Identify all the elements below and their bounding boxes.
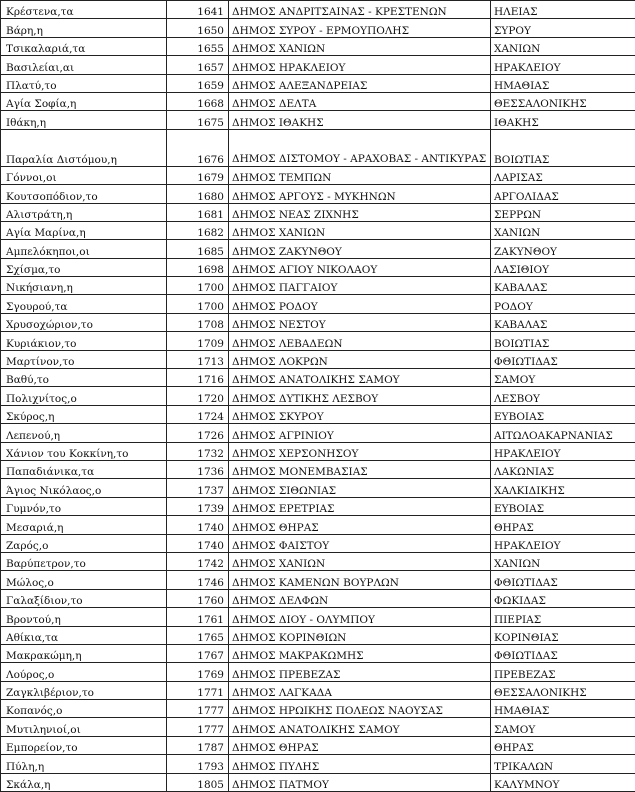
settlement-code-cell: 1709 xyxy=(167,332,229,350)
settlement-code-cell: 1641 xyxy=(167,1,229,19)
table-row xyxy=(1,37,635,55)
settlement-code-cell: 1685 xyxy=(167,240,229,258)
settlement-name-cell: Εμπορείον,το xyxy=(1,736,167,754)
settlement-code-cell: 1716 xyxy=(167,369,229,387)
municipality-cell: ΔΗΜΟΣ ΚΑΜΕΝΩΝ ΒΟΥΡΛΩΝ xyxy=(229,571,491,589)
table-row xyxy=(1,240,635,258)
municipality-cell: ΔΗΜΟΣ ΑΓΡΙΝΙΟΥ xyxy=(229,424,491,442)
settlement-name-cell: Νικήσιανη,η xyxy=(1,277,167,295)
settlement-code-cell: 1681 xyxy=(167,203,229,221)
prefecture-cell: ΑΙΤΩΛΟΑΚΑΡΝΑΝΙΑΣ xyxy=(491,424,635,442)
settlement-name-cell: Μώλος,ο xyxy=(1,571,167,589)
settlement-code-cell: 1659 xyxy=(167,74,229,92)
table-row xyxy=(1,479,635,497)
settlement-code-cell: 1720 xyxy=(167,387,229,405)
prefecture-cell: ΒΟΙΩΤΙΑΣ xyxy=(491,332,635,350)
table-row xyxy=(1,516,635,534)
prefecture-cell: ΖΑΚΥΝΘΟΥ xyxy=(491,240,635,258)
settlement-name-cell: Κοπανός,ο xyxy=(1,700,167,718)
municipality-cell: ΔΗΜΟΣ ΠΡΕΒΕΖΑΣ xyxy=(229,663,491,681)
settlement-name-cell: Σχίσμα,το xyxy=(1,258,167,276)
settlement-code-cell: 1740 xyxy=(167,534,229,552)
settlement-name-cell: Μεσαριά,η xyxy=(1,516,167,534)
table-row xyxy=(1,350,635,368)
prefecture-cell: ΛΑΡΙΣΑΣ xyxy=(491,166,635,184)
prefecture-cell: ΘΗΡΑΣ xyxy=(491,516,635,534)
table-row xyxy=(1,185,635,203)
settlement-code-cell: 1726 xyxy=(167,424,229,442)
prefecture-cell: ΘΕΣΣΑΛΟΝΙΚΗΣ xyxy=(491,681,635,699)
prefecture-cell: ΑΡΓΟΛΙΔΑΣ xyxy=(491,185,635,203)
settlement-code-cell: 1713 xyxy=(167,350,229,368)
municipality-cell: ΔΗΜΟΣ ΠΥΛΗΣ xyxy=(229,755,491,773)
table-row xyxy=(1,74,635,92)
settlement-name-cell: Τσικαλαριά,τα xyxy=(1,37,167,55)
prefecture-cell: ΒΟΙΩΤΙΑΣ xyxy=(491,129,635,166)
prefecture-cell: ΠΙΕΡΙΑΣ xyxy=(491,608,635,626)
settlement-name-cell: Χάνιον του Κοκκίνη,το xyxy=(1,442,167,460)
settlement-name-cell: Αμπελόκηποι,οι xyxy=(1,240,167,258)
table-row xyxy=(1,442,635,460)
table-row xyxy=(1,589,635,607)
municipality-cell: ΔΗΜΟΣ ΤΕΜΠΩΝ xyxy=(229,166,491,184)
prefecture-cell: ΚΑΒΑΛΑΣ xyxy=(491,313,635,331)
table-row xyxy=(1,221,635,239)
settlement-name-cell: Λούρος,ο xyxy=(1,663,167,681)
table-body xyxy=(1,1,635,792)
settlement-code-cell: 1740 xyxy=(167,516,229,534)
table-row xyxy=(1,424,635,442)
prefecture-cell: ΗΜΑΘΙΑΣ xyxy=(491,700,635,718)
settlement-code-cell: 1700 xyxy=(167,295,229,313)
table-row xyxy=(1,626,635,644)
prefecture-cell: ΛΑΣΙΘΙΟΥ xyxy=(491,258,635,276)
table-row xyxy=(1,644,635,662)
settlement-name-cell: Σγουρού,τα xyxy=(1,295,167,313)
prefecture-cell: ΚΟΡΙΝΘΙΑΣ xyxy=(491,626,635,644)
settlement-name-cell: Χρυσοχώριον,το xyxy=(1,313,167,331)
municipality-cell: ΔΗΜΟΣ ΑΝΔΡΙΤΣΑΙΝΑΣ - ΚΡΕΣΤΕΝΩΝ xyxy=(229,1,491,19)
table-row xyxy=(1,552,635,570)
table-row xyxy=(1,755,635,773)
settlement-code-cell: 1708 xyxy=(167,313,229,331)
municipality-cell: ΔΗΜΟΣ ΘΗΡΑΣ xyxy=(229,736,491,754)
settlement-name-cell: Αγία Μαρίνα,η xyxy=(1,221,167,239)
municipality-cell: ΔΗΜΟΣ ΑΝΑΤΟΛΙΚΗΣ ΣΑΜΟΥ xyxy=(229,718,491,736)
table-row xyxy=(1,203,635,221)
municipality-cell: ΔΗΜΟΣ ΝΕΑΣ ΖΙΧΝΗΣ xyxy=(229,203,491,221)
prefecture-cell: ΙΘΑΚΗΣ xyxy=(491,111,635,129)
settlement-code-cell: 1793 xyxy=(167,755,229,773)
municipality-cell: ΔΗΜΟΣ ΙΘΑΚΗΣ xyxy=(229,111,491,129)
settlement-code-cell: 1675 xyxy=(167,111,229,129)
prefecture-cell: ΘΗΡΑΣ xyxy=(491,736,635,754)
municipality-cell: ΔΗΜΟΣ ΔΙΣΤΟΜΟΥ - ΑΡΑΧΟΒΑΣ - ΑΝΤΙΚΥΡΑΣ xyxy=(229,129,491,166)
municipality-cell: ΔΗΜΟΣ ΣΥΡΟΥ - ΕΡΜΟΥΠΟΛΗΣ xyxy=(229,19,491,37)
municipality-cell: ΔΗΜΟΣ ΣΚΥΡΟΥ xyxy=(229,405,491,423)
settlement-name-cell: Μυτιληνιοί,οι xyxy=(1,718,167,736)
table-row xyxy=(1,332,635,350)
settlement-name-cell: Παραλία Διστόμου,η xyxy=(1,129,167,166)
table-row xyxy=(1,111,635,129)
municipality-cell: ΔΗΜΟΣ ΠΑΓΓΑΙΟΥ xyxy=(229,277,491,295)
table-row xyxy=(1,92,635,110)
table-row xyxy=(1,497,635,515)
settlement-code-cell: 1680 xyxy=(167,185,229,203)
settlement-name-cell: Μαρτίνον,το xyxy=(1,350,167,368)
prefecture-cell: ΦΘΙΩΤΙΔΑΣ xyxy=(491,644,635,662)
table-row xyxy=(1,19,635,37)
municipality-cell: ΔΗΜΟΣ ΠΑΤΜΟΥ xyxy=(229,773,491,791)
prefecture-cell: ΘΕΣΣΑΛΟΝΙΚΗΣ xyxy=(491,92,635,110)
settlement-code-cell: 1787 xyxy=(167,736,229,754)
table-row xyxy=(1,663,635,681)
settlement-name-cell: Γυμνόν,το xyxy=(1,497,167,515)
prefecture-cell: ΧΑΝΙΩΝ xyxy=(491,37,635,55)
settlement-name-cell: Σκύρος,η xyxy=(1,405,167,423)
settlement-code-cell: 1742 xyxy=(167,552,229,570)
settlement-code-cell: 1760 xyxy=(167,589,229,607)
settlement-name-cell: Αθίκια,τα xyxy=(1,626,167,644)
table-row xyxy=(1,56,635,74)
prefecture-cell: ΧΑΛΚΙΔΙΚΗΣ xyxy=(491,479,635,497)
municipality-cell: ΔΗΜΟΣ ΑΡΓΟΥΣ - ΜΥΚΗΝΩΝ xyxy=(229,185,491,203)
settlement-code-cell: 1767 xyxy=(167,644,229,662)
table-row xyxy=(1,258,635,276)
settlement-name-cell: Παπαδιάνικα,τα xyxy=(1,460,167,478)
table-row xyxy=(1,387,635,405)
settlement-name-cell: Άγιος Νικόλαος,ο xyxy=(1,479,167,497)
table-row xyxy=(1,736,635,754)
prefecture-cell: ΗΡΑΚΛΕΙΟΥ xyxy=(491,534,635,552)
municipality-cell: ΔΗΜΟΣ ΧΑΝΙΩΝ xyxy=(229,221,491,239)
settlement-name-cell: Μακρακώμη,η xyxy=(1,644,167,662)
settlement-code-cell: 1771 xyxy=(167,681,229,699)
municipality-cell: ΔΗΜΟΣ ΔΕΛΦΩΝ xyxy=(229,589,491,607)
municipality-cell: ΔΗΜΟΣ ΛΕΒΑΔΕΩΝ xyxy=(229,332,491,350)
municipality-cell: ΔΗΜΟΣ ΜΟΝΕΜΒΑΣΙΑΣ xyxy=(229,460,491,478)
prefecture-cell: ΦΘΙΩΤΙΔΑΣ xyxy=(491,571,635,589)
settlement-code-cell: 1736 xyxy=(167,460,229,478)
settlement-code-cell: 1746 xyxy=(167,571,229,589)
settlement-name-cell: Ζαγκλιβέριον,το xyxy=(1,681,167,699)
prefecture-cell: ΣΕΡΡΩΝ xyxy=(491,203,635,221)
settlement-name-cell: Λεπενού,η xyxy=(1,424,167,442)
table-row xyxy=(1,277,635,295)
municipality-cell: ΔΗΜΟΣ ΔΕΛΤΑ xyxy=(229,92,491,110)
settlement-name-cell: Κρέστενα,τα xyxy=(1,1,167,19)
settlement-code-cell: 1657 xyxy=(167,56,229,74)
settlement-code-cell: 1732 xyxy=(167,442,229,460)
table-row xyxy=(1,460,635,478)
prefecture-cell: ΛΕΣΒΟΥ xyxy=(491,387,635,405)
prefecture-cell: ΦΘΙΩΤΙΔΑΣ xyxy=(491,350,635,368)
prefecture-cell: ΚΑΒΑΛΑΣ xyxy=(491,277,635,295)
municipality-cell: ΔΗΜΟΣ ΦΑΙΣΤΟΥ xyxy=(229,534,491,552)
table-row xyxy=(1,369,635,387)
settlement-code-cell: 1676 xyxy=(167,129,229,166)
municipality-cell: ΔΗΜΟΣ ΔΥΤΙΚΗΣ ΛΕΣΒΟΥ xyxy=(229,387,491,405)
municipality-cell: ΔΗΜΟΣ ΧΕΡΣΟΝΗΣΟΥ xyxy=(229,442,491,460)
table-row xyxy=(1,313,635,331)
municipality-cell: ΔΗΜΟΣ ΑΛΕΞΑΝΔΡΕΙΑΣ xyxy=(229,74,491,92)
settlement-name-cell: Κυριάκιον,το xyxy=(1,332,167,350)
settlement-code-cell: 1655 xyxy=(167,37,229,55)
municipality-cell: ΔΗΜΟΣ ΔΙΟΥ - ΟΛΥΜΠΟΥ xyxy=(229,608,491,626)
settlement-name-cell: Βροντού,η xyxy=(1,608,167,626)
table-row xyxy=(1,718,635,736)
prefecture-cell: ΗΡΑΚΛΕΙΟΥ xyxy=(491,56,635,74)
settlement-name-cell: Κουτσοπόδιον,το xyxy=(1,185,167,203)
settlement-code-cell: 1700 xyxy=(167,277,229,295)
settlement-code-cell: 1739 xyxy=(167,497,229,515)
table-row xyxy=(1,405,635,423)
prefecture-cell: ΕΥΒΟΙΑΣ xyxy=(491,497,635,515)
settlement-code-cell: 1668 xyxy=(167,92,229,110)
prefecture-cell: ΣΑΜΟΥ xyxy=(491,369,635,387)
prefecture-cell: ΛΑΚΩΝΙΑΣ xyxy=(491,460,635,478)
municipality-cell: ΔΗΜΟΣ ΚΟΡΙΝΘΙΩΝ xyxy=(229,626,491,644)
settlement-name-cell: Βαθύ,το xyxy=(1,369,167,387)
municipality-cell: ΔΗΜΟΣ ΣΙΘΩΝΙΑΣ xyxy=(229,479,491,497)
settlement-code-cell: 1765 xyxy=(167,626,229,644)
table-row xyxy=(1,571,635,589)
municipality-cell: ΔΗΜΟΣ ΗΡΩΙΚΗΣ ΠΟΛΕΩΣ ΝΑΟΥΣΑΣ xyxy=(229,700,491,718)
prefecture-cell: ΚΑΛΥΜΝΟΥ xyxy=(491,773,635,791)
prefecture-cell: ΣΥΡΟΥ xyxy=(491,19,635,37)
municipality-cell: ΔΗΜΟΣ ΝΕΣΤΟΥ xyxy=(229,313,491,331)
settlement-name-cell: Βασιλείαι,αι xyxy=(1,56,167,74)
municipality-cell: ΔΗΜΟΣ ΕΡΕΤΡΙΑΣ xyxy=(229,497,491,515)
settlement-name-cell: Γόννοι,οι xyxy=(1,166,167,184)
settlement-code-cell: 1737 xyxy=(167,479,229,497)
settlement-code-cell: 1777 xyxy=(167,718,229,736)
settlement-name-cell: Πλατύ,το xyxy=(1,74,167,92)
prefecture-cell: ΧΑΝΙΩΝ xyxy=(491,221,635,239)
settlement-code-cell: 1650 xyxy=(167,19,229,37)
municipality-cell: ΔΗΜΟΣ ΡΟΔΟΥ xyxy=(229,295,491,313)
table-row xyxy=(1,773,635,791)
table-row xyxy=(1,295,635,313)
municipality-cell: ΔΗΜΟΣ ΛΟΚΡΩΝ xyxy=(229,350,491,368)
municipality-cell: ΔΗΜΟΣ ΛΑΓΚΑΔΑ xyxy=(229,681,491,699)
prefecture-cell: ΧΑΝΙΩΝ xyxy=(491,552,635,570)
prefecture-cell: ΠΡΕΒΕΖΑΣ xyxy=(491,663,635,681)
settlement-name-cell: Βάρη,η xyxy=(1,19,167,37)
municipality-cell: ΔΗΜΟΣ ΑΝΑΤΟΛΙΚΗΣ ΣΑΜΟΥ xyxy=(229,369,491,387)
prefecture-cell: ΡΟΔΟΥ xyxy=(491,295,635,313)
settlement-name-cell: Σκάλα,η xyxy=(1,773,167,791)
settlement-code-cell: 1761 xyxy=(167,608,229,626)
table-row xyxy=(1,166,635,184)
municipality-cell: ΔΗΜΟΣ ΜΑΚΡΑΚΩΜΗΣ xyxy=(229,644,491,662)
settlement-name-cell: Βαρύπετρον,το xyxy=(1,552,167,570)
settlement-name-cell: Αλιστράτη,η xyxy=(1,203,167,221)
municipality-cell: ΔΗΜΟΣ ΧΑΝΙΩΝ xyxy=(229,37,491,55)
prefecture-cell: ΗΡΑΚΛΕΙΟΥ xyxy=(491,442,635,460)
municipality-cell: ΔΗΜΟΣ ΘΗΡΑΣ xyxy=(229,516,491,534)
municipality-cell: ΔΗΜΟΣ ΧΑΝΙΩΝ xyxy=(229,552,491,570)
settlement-code-cell: 1769 xyxy=(167,663,229,681)
table-row xyxy=(1,129,635,166)
settlement-code-cell: 1698 xyxy=(167,258,229,276)
prefecture-cell: ΦΩΚΙΔΑΣ xyxy=(491,589,635,607)
prefecture-cell: ΕΥΒΟΙΑΣ xyxy=(491,405,635,423)
settlement-code-cell: 1724 xyxy=(167,405,229,423)
municipality-cell: ΔΗΜΟΣ ΖΑΚΥΝΘΟΥ xyxy=(229,240,491,258)
table-row xyxy=(1,700,635,718)
settlement-name-cell: Ζαρός,ο xyxy=(1,534,167,552)
table-row xyxy=(1,1,635,19)
municipality-cell: ΔΗΜΟΣ ΗΡΑΚΛΕΙΟΥ xyxy=(229,56,491,74)
settlement-name-cell: Γαλαξίδιον,το xyxy=(1,589,167,607)
settlement-name-cell: Πολιχνίτος,ο xyxy=(1,387,167,405)
table-row xyxy=(1,608,635,626)
settlement-name-cell: Πύλη,η xyxy=(1,755,167,773)
prefecture-cell: ΤΡΙΚΑΛΩΝ xyxy=(491,755,635,773)
prefecture-cell: ΣΑΜΟΥ xyxy=(491,718,635,736)
settlement-name-cell: Αγία Σοφία,η xyxy=(1,92,167,110)
settlement-code-cell: 1679 xyxy=(167,166,229,184)
table-row xyxy=(1,681,635,699)
prefecture-cell: ΗΜΑΘΙΑΣ xyxy=(491,74,635,92)
municipality-cell: ΔΗΜΟΣ ΑΓΙΟΥ ΝΙΚΟΛΑΟΥ xyxy=(229,258,491,276)
settlement-code-cell: 1805 xyxy=(167,773,229,791)
prefecture-cell: ΗΛΕΙΑΣ xyxy=(491,1,635,19)
settlement-name-cell: Ιθάκη,η xyxy=(1,111,167,129)
settlement-code-cell: 1682 xyxy=(167,221,229,239)
settlement-code-cell: 1777 xyxy=(167,700,229,718)
table-row xyxy=(1,534,635,552)
